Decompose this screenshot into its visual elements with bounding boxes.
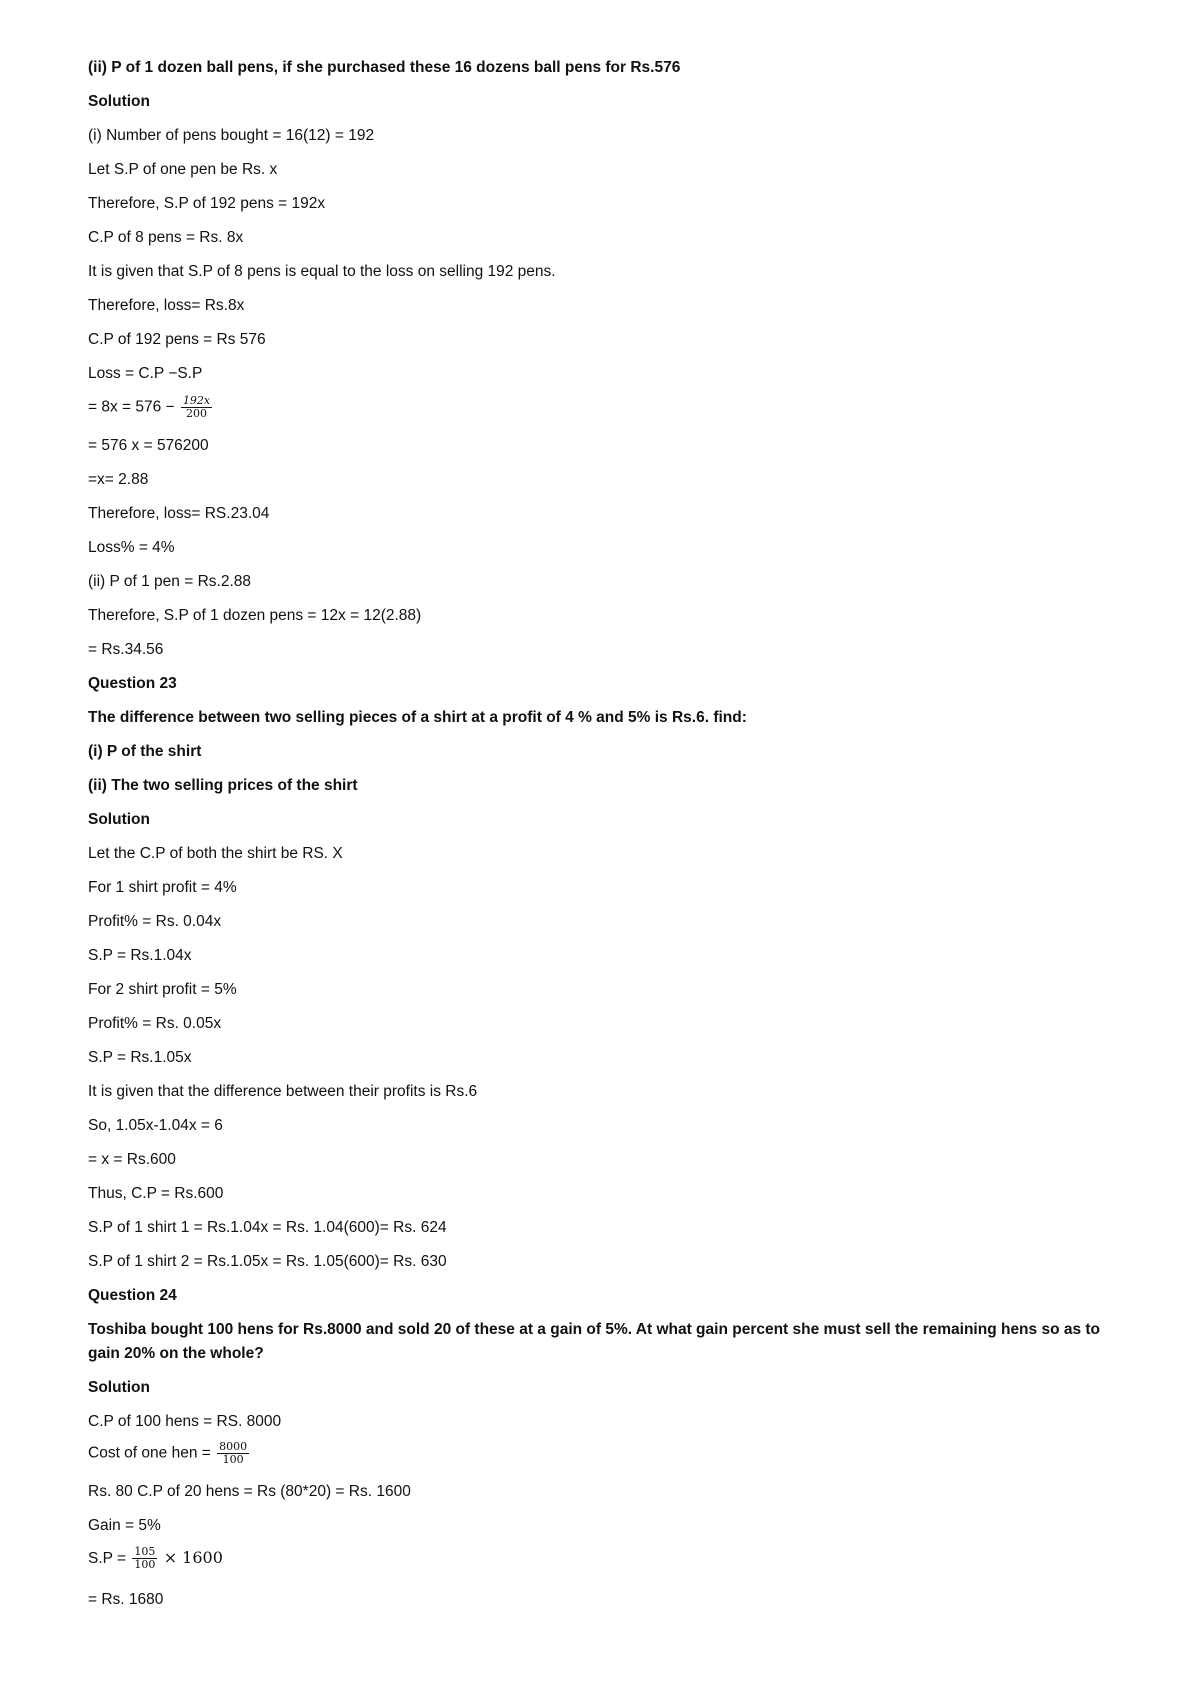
solution-heading: Solution: [88, 1379, 150, 1396]
text-line: (i) Number of pens bought = 16(12) = 192: [88, 127, 375, 144]
text-line: Profit% = Rs. 0.05x: [88, 1015, 222, 1032]
text-line: For 2 shirt profit = 5%: [88, 981, 237, 998]
equation-line: [88, 1441, 1118, 1466]
equation-prefix: S.P =: [88, 1550, 127, 1567]
text-line: C.P of 192 pens = Rs 576: [88, 331, 266, 348]
text-line: S.P = Rs.1.04x: [88, 947, 192, 964]
text-line: Let the C.P of both the shirt be RS. X: [88, 845, 343, 862]
text-line: Therefore, S.P of 192 pens = 192x: [88, 195, 326, 212]
text-line: S.P = Rs.1.05x: [88, 1049, 192, 1066]
text-line: Profit% = Rs. 0.04x: [88, 913, 222, 930]
text-line: =x= 2.88: [88, 471, 149, 488]
fraction-numerator: 192x: [182, 394, 211, 407]
equation-prefix: = 8x = 576 −: [88, 398, 175, 416]
fraction-denominator: 100: [222, 1453, 244, 1466]
text-line: Loss% = 4%: [88, 539, 175, 556]
text-line: Therefore, loss= Rs.8x: [88, 297, 245, 314]
text-line: So, 1.05x-1.04x = 6: [88, 1117, 223, 1134]
text-line: It is given that the difference between their profits is Rs.6: [88, 1083, 478, 1100]
question-part-i: (i) P of the shirt: [88, 743, 202, 760]
fraction-numerator: 105: [134, 1545, 156, 1559]
text-line: Therefore, loss= RS.23.04: [88, 505, 270, 522]
text-line: For 1 shirt profit = 4%: [88, 879, 237, 896]
text-line: C.P of 8 pens = Rs. 8x: [88, 229, 244, 246]
text-line: Therefore, S.P of 1 dozen pens = 12x = 12(2.88): [88, 607, 422, 624]
text-line: S.P of 1 shirt 2 = Rs.1.05x = Rs. 1.05(600)= Rs. 630: [88, 1253, 447, 1270]
text-line: Loss = C.P −S.P: [88, 365, 203, 382]
text-line: C.P of 100 hens = RS. 8000: [88, 1413, 282, 1430]
solution-heading: Solution: [88, 811, 150, 828]
fraction: [217, 1441, 249, 1466]
question-heading: Question 24: [88, 1287, 177, 1304]
fraction: [132, 1546, 157, 1571]
text-line: = Rs. 1680: [88, 1591, 164, 1608]
text-line: S.P of 1 shirt 1 = Rs.1.04x = Rs. 1.04(600)= Rs. 624: [88, 1219, 447, 1236]
question-text: Toshiba bought 100 hens for Rs.8000 and sold 20 of these at a gain of 5%. At what gain percent she must sell the remaining hens so as to gain 20% on the whole?: [88, 1321, 1101, 1362]
question-text: The difference between two selling pieces of a shirt at a profit of 4 % and 5% is Rs.6. find:: [88, 709, 747, 726]
fraction-denominator: 100: [134, 1558, 156, 1572]
question-heading: Question 23: [88, 675, 177, 692]
question-part-ii: (ii) The two selling prices of the shirt: [88, 777, 358, 794]
equation-prefix: Cost of one hen =: [88, 1444, 211, 1462]
fraction-numerator: 8000: [219, 1440, 248, 1453]
text-line: = Rs.34.56: [88, 641, 164, 658]
text-line: Rs. 80 C.P of 20 hens = Rs (80*20) = Rs. 1600: [88, 1483, 411, 1500]
text-line: = x = Rs.600: [88, 1151, 176, 1168]
text-line: Let S.P of one pen be Rs. x: [88, 161, 278, 178]
solution-heading: Solution: [88, 93, 150, 110]
fraction: [181, 395, 212, 420]
equation-suffix: × 1600: [163, 1548, 223, 1567]
text-line: (ii) P of 1 pen = Rs.2.88: [88, 573, 251, 590]
text-line: Thus, C.P = Rs.600: [88, 1185, 224, 1202]
equation-line: [88, 395, 1118, 420]
text-line: It is given that S.P of 8 pens is equal to the loss on selling 192 pens.: [88, 263, 556, 280]
text-line: Gain = 5%: [88, 1517, 161, 1534]
fraction-denominator: 200: [186, 407, 208, 420]
equation-line: [88, 1546, 1118, 1571]
question-part-ii: (ii) P of 1 dozen ball pens, if she purchased these 16 dozens ball pens for Rs.576: [88, 59, 681, 76]
text-line: = 576 x = 576200: [88, 437, 209, 454]
